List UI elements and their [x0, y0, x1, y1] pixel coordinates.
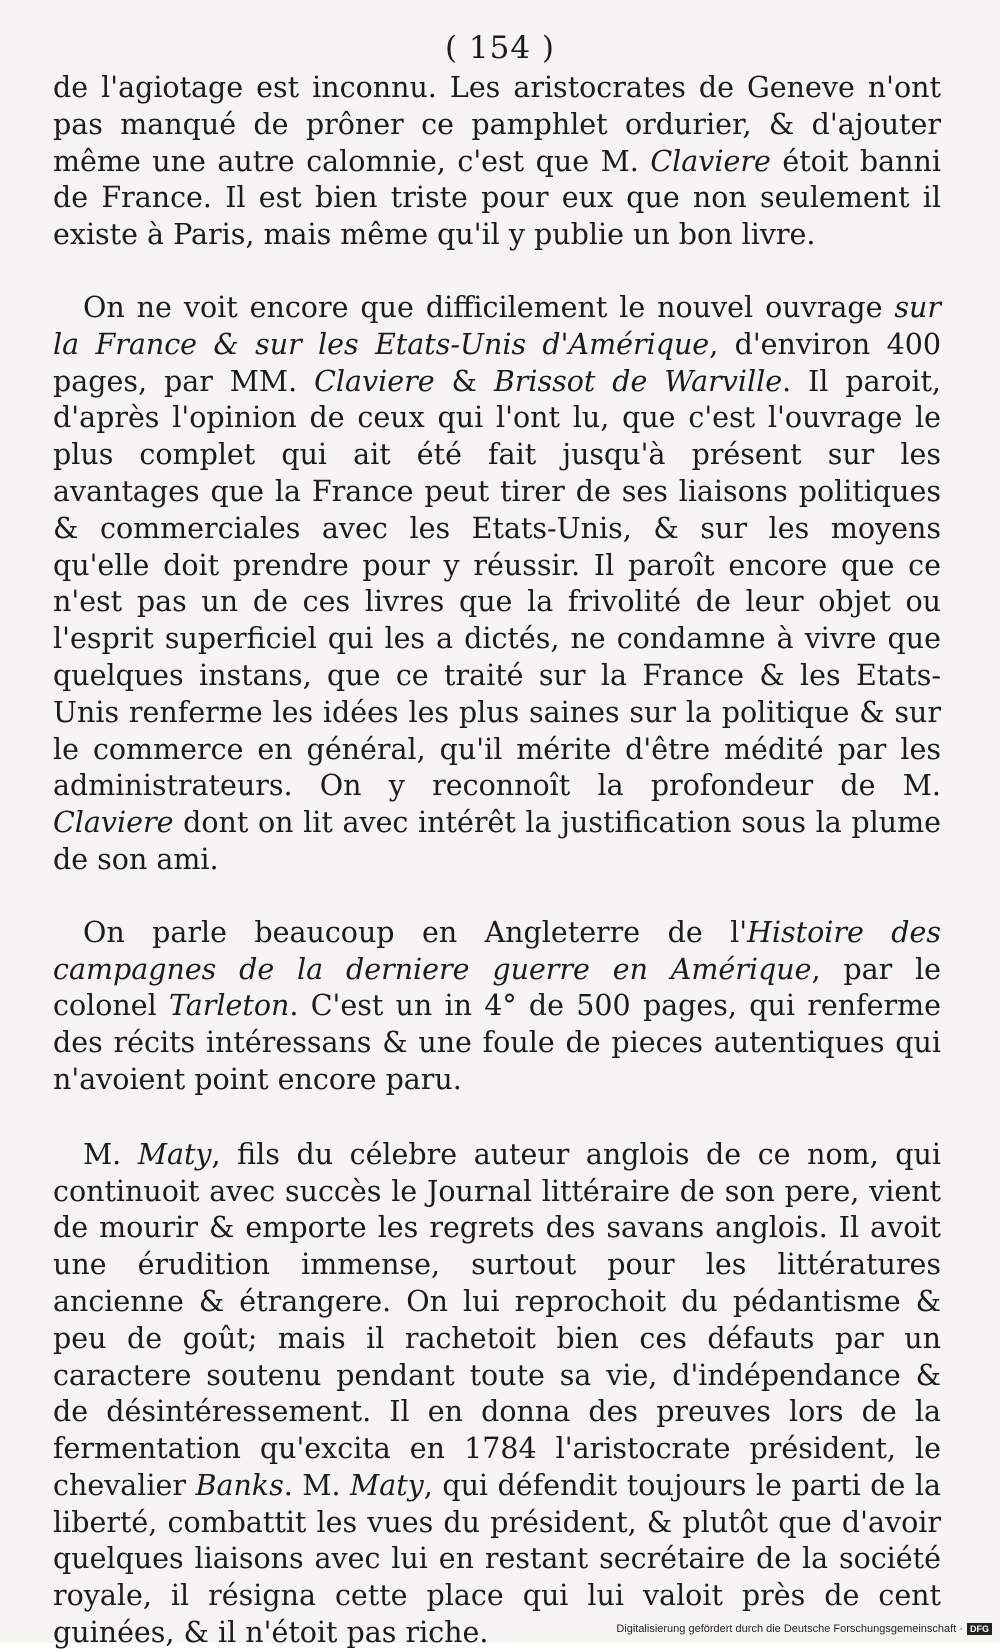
p2-author2: Brissot de Warville — [493, 364, 783, 398]
p1-text: de l'agiotage est inconnu. Les aristocrates de Geneve n'ont pas manqué de prôner ce pamphlet ordurier, & d'ajouter même une autre calomnie, c'est que M. — [53, 71, 941, 178]
paragraph-gap — [53, 254, 941, 290]
dfg-logo-icon: DFG — [967, 1623, 992, 1635]
p1-text2: étoit banni de France. Il est bien triste pour eux que non seulement il existe à Paris, mais même qu'il y publie un bon livre. — [53, 144, 941, 252]
page-number: ( 154 ) — [444, 30, 556, 66]
p2-author3: Claviere — [53, 806, 174, 840]
credit-text: Digitalisierung gefördert durch die Deutsche Forschungsgemeinschaft · — [616, 1623, 963, 1635]
p2-amp: & — [434, 364, 494, 398]
p4-name1: Maty — [137, 1137, 212, 1171]
p2-text4: dont on lit avec intérêt la justification sous la plume de son ami. — [53, 806, 941, 876]
paragraph-1 — [53, 70, 941, 254]
p4-name3: Maty — [350, 1468, 424, 1502]
p3-text2: , par le colonel — [53, 952, 941, 1023]
paragraph-4 — [53, 1137, 941, 1652]
p3-author: Tarleton — [169, 989, 290, 1023]
p4-text3: . M. — [283, 1468, 351, 1502]
p2-text3: . Il paroit, d'après l'opinion de ceux qui l'ont lu, que c'est l'ouvrage le plus complet qui ait été fait jusqu'à présent sur les avantages que la France peut tirer de ses liaisons politiques & commerciales avec les Etats-Unis, & sur les moyens qu'elle doit prendre pour y réussir. Il paroît encore que ce n'est pas un de ces livres que la frivolité de leur objet ou l'esprit superficiel qui les a dictés, ne condamne à vivre que quelques instans, que ce traité sur la France & les Etats-Unis renferme les idées les plus saines sur la politique & sur le commerce en général, qu'il mérite d'être médité par les administrateurs. On y reconnoît la profondeur de M. — [53, 364, 941, 803]
paragraph-gap — [53, 1099, 941, 1137]
body-text — [53, 70, 941, 1652]
p3-text3: . C'est un in 4° de 500 pages, qui renferme des récits intéressans & une foule de pieces autentiques qui n'avoient point encore paru. — [53, 989, 941, 1096]
p2-text2: , d'environ 400 pages, par MM. — [53, 327, 941, 398]
paragraph-gap — [53, 879, 941, 915]
p4-name2: Banks — [195, 1468, 284, 1502]
paragraph-2 — [53, 290, 941, 879]
digitization-credit — [616, 1623, 992, 1635]
p3-text: On parle beaucoup en Angleterre de l' — [83, 915, 748, 949]
p2-text: On ne voit encore que difficilement le nouvel ouvrage — [83, 290, 895, 324]
p4-text: M. — [83, 1137, 138, 1171]
p1-name: Claviere — [650, 144, 771, 178]
p3-title: Histoire des campagnes de la derniere guerre en Amérique — [53, 915, 941, 986]
p2-title: sur la France & sur les Etats-Unis d'Amérique — [53, 290, 941, 361]
p2-author1: Claviere — [314, 364, 435, 398]
paragraph-3 — [53, 915, 941, 1099]
p4-text2: , fils du célebre auteur anglois de ce nom, qui continuoit avec succès le Journal littéraire de son pere, vient de mourir & emporte les regrets des savans anglois. Il avoit une érudition immense, surtout pour les littératures ancienne & étrangere. On lui reprochoit du pédantisme & peu de goût; mais il rachetoit bien ces défauts par un caractere soutenu pendant toute sa vie, d'indépendance & de désintéressement. Il en donna des preuves lors de la fermentation qu'excita en 1784 l'aristocrate président, le chevalier — [53, 1137, 941, 1502]
p4-text4: , qui défendit toujours le parti de la liberté, combattit les vues du président, & plutôt que d'avoir quelques liaisons avec lui en restant secrétaire de la société royale, il résigna cette place qui lui valoit près de cent guinées, & il n'étoit pas riche. — [53, 1468, 941, 1650]
